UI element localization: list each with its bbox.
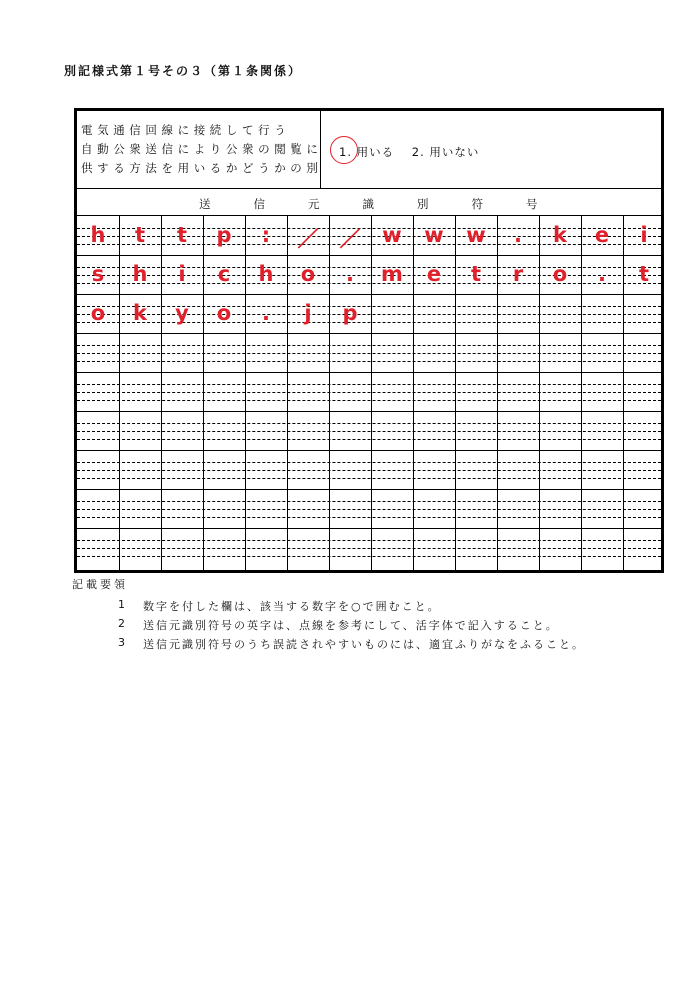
- instruction-item: [72, 617, 559, 636]
- identifier-char-cell[interactable]: e: [594, 223, 610, 247]
- identifier-char-cell[interactable]: e: [426, 262, 442, 286]
- identifier-char-cell[interactable]: s: [91, 262, 105, 286]
- grid-row-line: [77, 528, 661, 529]
- identifier-char-cell[interactable]: t: [470, 262, 482, 286]
- identifier-char-cell[interactable]: h: [90, 223, 106, 247]
- identifier-char-cell[interactable]: y: [175, 301, 189, 325]
- identifier-char-cell[interactable]: c: [217, 262, 231, 286]
- identifier-char-cell[interactable]: .: [514, 223, 522, 247]
- method-options: [339, 144, 479, 160]
- identifier-char-cell[interactable]: m: [381, 262, 403, 286]
- grid-row-line: [77, 333, 661, 334]
- instruction-text: 送信元識別符号のうち誤読されやすいものには、適宜ふりがなをふること。: [143, 638, 585, 651]
- guide-dotted-line: [77, 361, 661, 362]
- guide-dotted-line: [77, 439, 661, 440]
- identifier-char-cell[interactable]: o: [90, 301, 106, 325]
- grid-row-line: [77, 411, 661, 412]
- identifier-char-cell[interactable]: .: [346, 262, 354, 286]
- identifier-char-cell[interactable]: .: [262, 301, 270, 325]
- grid-row-line: [77, 372, 661, 373]
- method-question-label: [77, 111, 321, 188]
- guide-dotted-line: [77, 509, 661, 510]
- instruction-text: 数字を付した欄は、該当する数字を○で囲むこと。: [143, 600, 441, 613]
- identifier-char-cell[interactable]: w: [382, 223, 402, 247]
- identifier-char-cell[interactable]: k: [553, 223, 567, 247]
- identifier-char-cell[interactable]: h: [132, 262, 148, 286]
- method-row: [77, 111, 661, 189]
- identifier-char-cell[interactable]: i: [178, 262, 186, 286]
- registration-form: [74, 108, 664, 573]
- instruction-text: 送信元識別符号の英字は、点線を参考にして、活字体で記入すること。: [143, 619, 559, 632]
- identifier-char-cell[interactable]: .: [598, 262, 606, 286]
- instruction-number: 3: [118, 636, 127, 649]
- guide-dotted-line: [77, 392, 661, 393]
- guide-dotted-line: [77, 548, 661, 549]
- question-line: 電気通信回線に接続して行う: [81, 123, 291, 137]
- guide-dotted-line: [77, 478, 661, 479]
- guide-dotted-line: [77, 384, 661, 385]
- identifier-char-cell[interactable]: o: [552, 262, 568, 286]
- identifier-char-cell[interactable]: j: [304, 301, 312, 325]
- instruction-number: 2: [118, 617, 127, 630]
- instruction-number: 1: [118, 598, 127, 611]
- identifier-char-cell[interactable]: ／: [339, 227, 361, 251]
- guide-dotted-line: [77, 431, 661, 432]
- guide-dotted-line: [77, 462, 661, 463]
- identifier-char-cell[interactable]: h: [258, 262, 274, 286]
- identifier-char-cell[interactable]: p: [342, 301, 358, 325]
- identifier-char-cell[interactable]: ／: [297, 227, 319, 251]
- instructions-title: 記載要領: [72, 578, 128, 591]
- identifier-header: [77, 188, 661, 216]
- guide-dotted-line: [77, 345, 661, 346]
- identifier-label: 送信元識別符号: [199, 197, 581, 211]
- form-title: 別記様式第１号その３（第１条関係）: [64, 64, 303, 78]
- identifier-char-cell[interactable]: i: [640, 223, 648, 247]
- identifier-char-cell[interactable]: w: [466, 223, 486, 247]
- guide-dotted-line: [77, 501, 661, 502]
- instruction-item: [72, 636, 585, 655]
- identifier-char-cell[interactable]: t: [134, 223, 146, 247]
- instruction-item: [72, 598, 441, 617]
- identifier-char-cell[interactable]: r: [512, 262, 524, 286]
- identifier-char-cell[interactable]: o: [216, 301, 232, 325]
- identifier-char-cell[interactable]: t: [638, 262, 650, 286]
- identifier-char-cell[interactable]: :: [261, 223, 271, 247]
- guide-dotted-line: [77, 353, 661, 354]
- question-line: 供する方法を用いるかどうかの別: [81, 161, 323, 175]
- guide-dotted-line: [77, 540, 661, 541]
- option-not-use[interactable]: 2. 用いない: [411, 145, 480, 159]
- guide-dotted-line: [77, 556, 661, 557]
- guide-dotted-line: [77, 400, 661, 401]
- identifier-char-cell[interactable]: w: [424, 223, 444, 247]
- grid-row-line: [77, 450, 661, 451]
- identifier-char-cell[interactable]: o: [300, 262, 316, 286]
- guide-dotted-line: [77, 423, 661, 424]
- instructions: [72, 576, 585, 655]
- identifier-char-cell[interactable]: k: [133, 301, 147, 325]
- guide-dotted-line: [77, 470, 661, 471]
- guide-dotted-line: [77, 517, 661, 518]
- option-use[interactable]: 1. 用いる: [339, 145, 395, 159]
- question-line: 自動公衆送信により公衆の閲覧に: [81, 142, 323, 156]
- grid-row-line: [77, 294, 661, 295]
- identifier-char-cell[interactable]: p: [216, 223, 232, 247]
- grid-row-line: [77, 489, 661, 490]
- identifier-char-cell[interactable]: t: [176, 223, 188, 247]
- grid-row-line: [77, 255, 661, 256]
- identifier-grid: [77, 216, 661, 570]
